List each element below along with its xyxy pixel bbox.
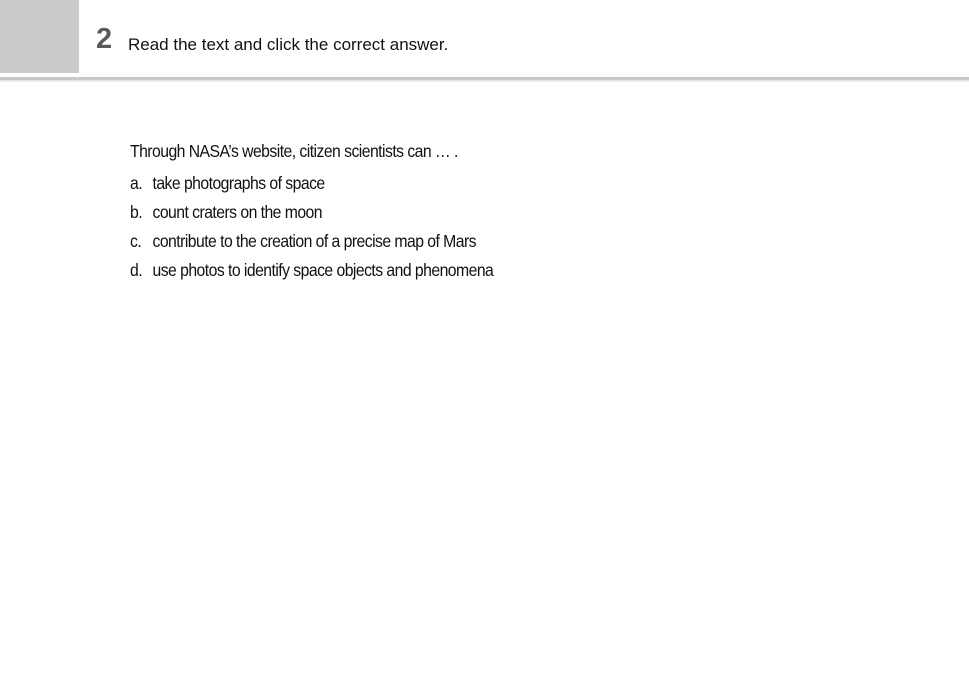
instruction-text: Read the text and click the correct answer. (128, 35, 449, 54)
answer-option-d[interactable] (130, 258, 493, 287)
option-letter: a. (130, 173, 143, 193)
header-tab-block (0, 0, 79, 73)
answer-option-c[interactable] (130, 229, 493, 258)
option-letter: c. (130, 231, 142, 251)
option-text: count craters on the moon (152, 202, 322, 222)
option-text: take photographs of space (152, 173, 325, 193)
option-letter: b. (130, 202, 143, 222)
question-stem: Through NASA’s website, citizen scientists can … . (130, 141, 458, 161)
answer-options-list (130, 171, 493, 287)
question-content (130, 139, 493, 287)
option-text: contribute to the creation of a precise map of Mars (152, 231, 477, 251)
exercise-header (0, 0, 969, 78)
header-divider (0, 77, 969, 82)
question-number: 2 (96, 23, 113, 55)
option-letter: d. (130, 260, 143, 280)
answer-option-a[interactable] (130, 171, 493, 200)
answer-option-b[interactable] (130, 200, 493, 229)
option-text: use photos to identify space objects and phenomena (152, 260, 494, 280)
